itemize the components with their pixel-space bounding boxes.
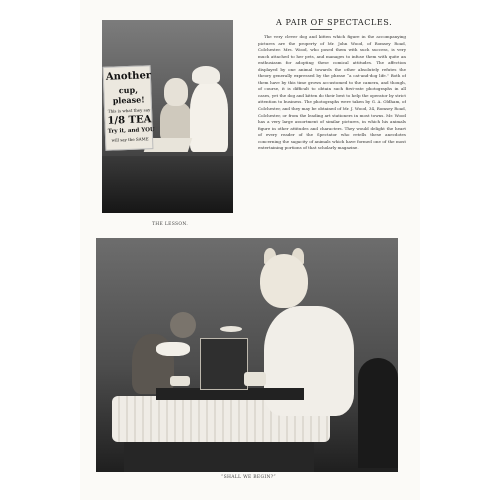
- sign-text: Another: [105, 70, 152, 83]
- tea-box: [200, 338, 248, 390]
- caption-bottom: “SHALL WE BEGIN?”: [221, 475, 277, 480]
- teacup: [244, 372, 266, 386]
- caption-top: THE LESSON.: [152, 222, 189, 227]
- article-title: A PAIR OF SPECTACLES.: [276, 18, 393, 27]
- title-rule: [310, 29, 332, 30]
- sign-text: 1/8 TEA: [107, 114, 152, 127]
- kitten-bonnet: [192, 66, 220, 84]
- sign-text: please!: [112, 94, 145, 106]
- article-body: The very clever dog and kitten which figure in the accompanying pictures are the property of Mr. John Wood, of Romsey Road, Colchester. Mrs. Wood, who posed them with such success, is very much attached to her pets, and manages to infuse them with quite an enthusiasm for adopting these comical attitudes. The affection displayed by one animal towards the other absolutely refutes the theory generally expressed by the phrase “a cat-and-dog life.” Both of them have by this time grown accustomed to the camera, and though, of course, it is difficult to obtain such first-rate photographs in all cases, yet the dog and kitten do their best to help the operator by strict attention to business. The photographs were taken by G. A. Oldham, of Colchester, and they may be obtained of Mr. J. Wood, 34, Romsey Road, Colchester, or from the leading art stationers in most towns. Mr. Wood has a very large assortment of similar pictures, in which his animals figure in other attitudes and characters. They would delight the heart of every reader of the Spectator who retells these anecdotes concerning the sagacity of animals which have formed one of the most entertaining portions of that scholarly magazine.: [258, 34, 406, 151]
- chair: [358, 358, 398, 468]
- dog-head: [260, 254, 308, 308]
- table: [102, 156, 233, 213]
- kitten-dress: [190, 82, 228, 152]
- cat-collar: [156, 342, 190, 356]
- dog-body: [160, 102, 192, 142]
- photo-shall-we-begin: [96, 238, 398, 472]
- teacup: [170, 376, 190, 386]
- cat-head: [170, 312, 196, 338]
- sign-text: This is what they say: [107, 107, 151, 114]
- photo-the-lesson: [102, 20, 233, 213]
- sign-text: Try it, and YOU: [107, 127, 155, 135]
- dog-head: [164, 78, 188, 106]
- sign-text: will say the SAME: [111, 136, 149, 143]
- tea-advert-sign: [103, 65, 154, 151]
- table-base: [124, 438, 314, 472]
- saucer: [220, 326, 242, 332]
- sign-text: cup,: [118, 84, 139, 96]
